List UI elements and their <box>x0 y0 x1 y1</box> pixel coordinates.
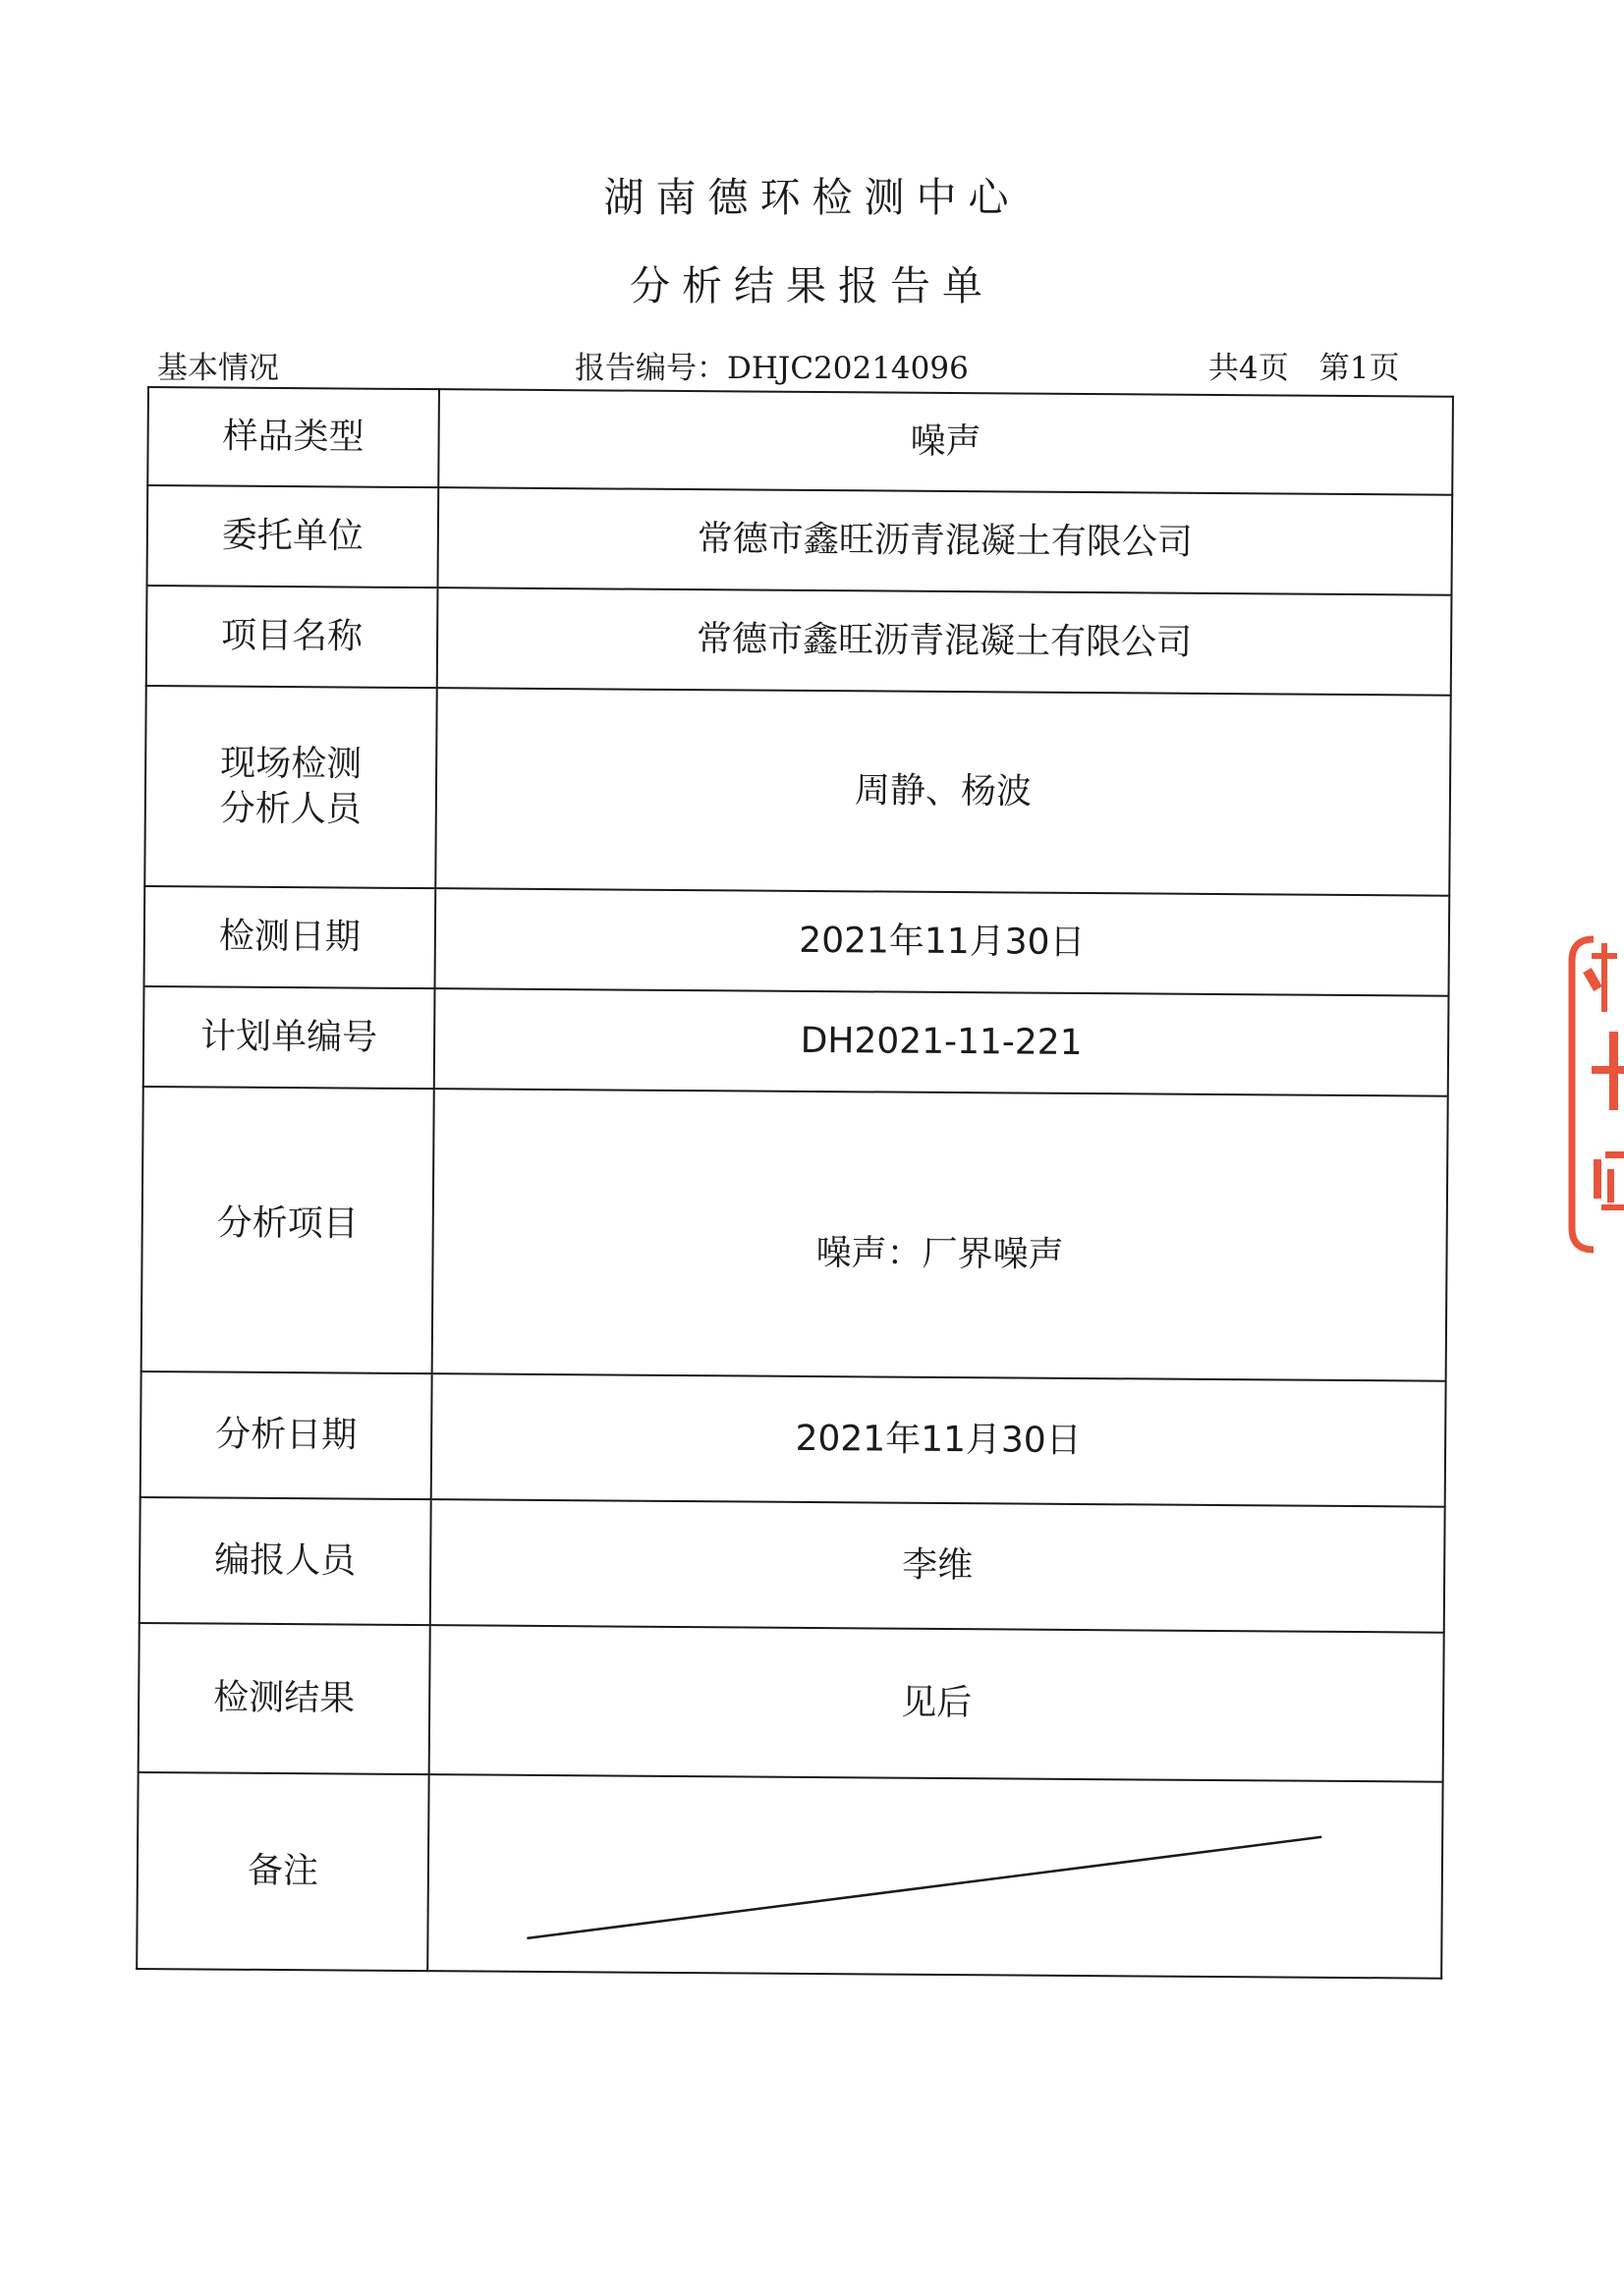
row-label-analysts-line1: 现场检测 <box>220 743 363 785</box>
table-row <box>144 886 1450 996</box>
row-label-analysts-line2: 分析人员 <box>219 788 362 830</box>
row-value-analysis-date: 2021年11月30日 <box>431 1373 1446 1507</box>
row-value-test-date: 2021年11月30日 <box>435 888 1450 996</box>
table-row <box>146 586 1452 696</box>
row-value-client: 常德市鑫旺沥青混凝土有限公司 <box>438 487 1453 595</box>
table-row <box>140 1371 1446 1507</box>
row-value-remarks <box>427 1774 1442 1979</box>
row-value-compiler: 李维 <box>430 1499 1445 1633</box>
row-label-analysis-date: 分析日期 <box>140 1371 432 1499</box>
row-label-project: 项目名称 <box>146 586 438 688</box>
row-value-analysts: 周静、杨波 <box>435 688 1450 896</box>
row-label-plan-number: 计划单编号 <box>143 986 435 1089</box>
table-row <box>147 485 1453 595</box>
organization-title: 湖南德环检测中心 <box>603 174 1021 221</box>
row-label-sample-type: 样品类型 <box>147 387 439 487</box>
row-label-analysis-item: 分析项目 <box>141 1087 434 1373</box>
table-row <box>143 986 1449 1096</box>
row-label-analysts <box>144 686 436 888</box>
report-number: 报告编号：DHJC20214096 <box>575 351 969 386</box>
row-value-result: 见后 <box>429 1625 1444 1782</box>
row-value-sample-type: 噪声 <box>438 389 1453 495</box>
table-row <box>141 1087 1448 1381</box>
section-label: 基本情况 <box>157 351 279 386</box>
row-label-result: 检测结果 <box>139 1623 430 1774</box>
row-label-remarks: 备注 <box>137 1772 428 1971</box>
table-row <box>137 1772 1442 1979</box>
report-title: 分析结果报告单 <box>630 262 994 309</box>
seal-icon <box>1562 933 1624 1258</box>
table-row <box>147 387 1453 495</box>
row-label-compiler: 编报人员 <box>140 1497 431 1625</box>
remarks-strike-line <box>428 1775 1441 1978</box>
seal-stamp <box>1562 933 1624 1258</box>
table-row <box>144 686 1450 896</box>
row-label-client: 委托单位 <box>147 485 439 588</box>
row-value-plan-number: DH2021-11-221 <box>434 988 1449 1096</box>
row-value-analysis-item: 噪声：厂界噪声 <box>432 1089 1448 1381</box>
page-info: 共4页 第1页 <box>1208 351 1400 386</box>
table-row <box>139 1623 1444 1782</box>
row-label-test-date: 检测日期 <box>144 886 436 988</box>
row-value-project: 常德市鑫旺沥青混凝土有限公司 <box>437 588 1452 696</box>
report-table <box>136 386 1454 1980</box>
table-row <box>140 1497 1445 1633</box>
